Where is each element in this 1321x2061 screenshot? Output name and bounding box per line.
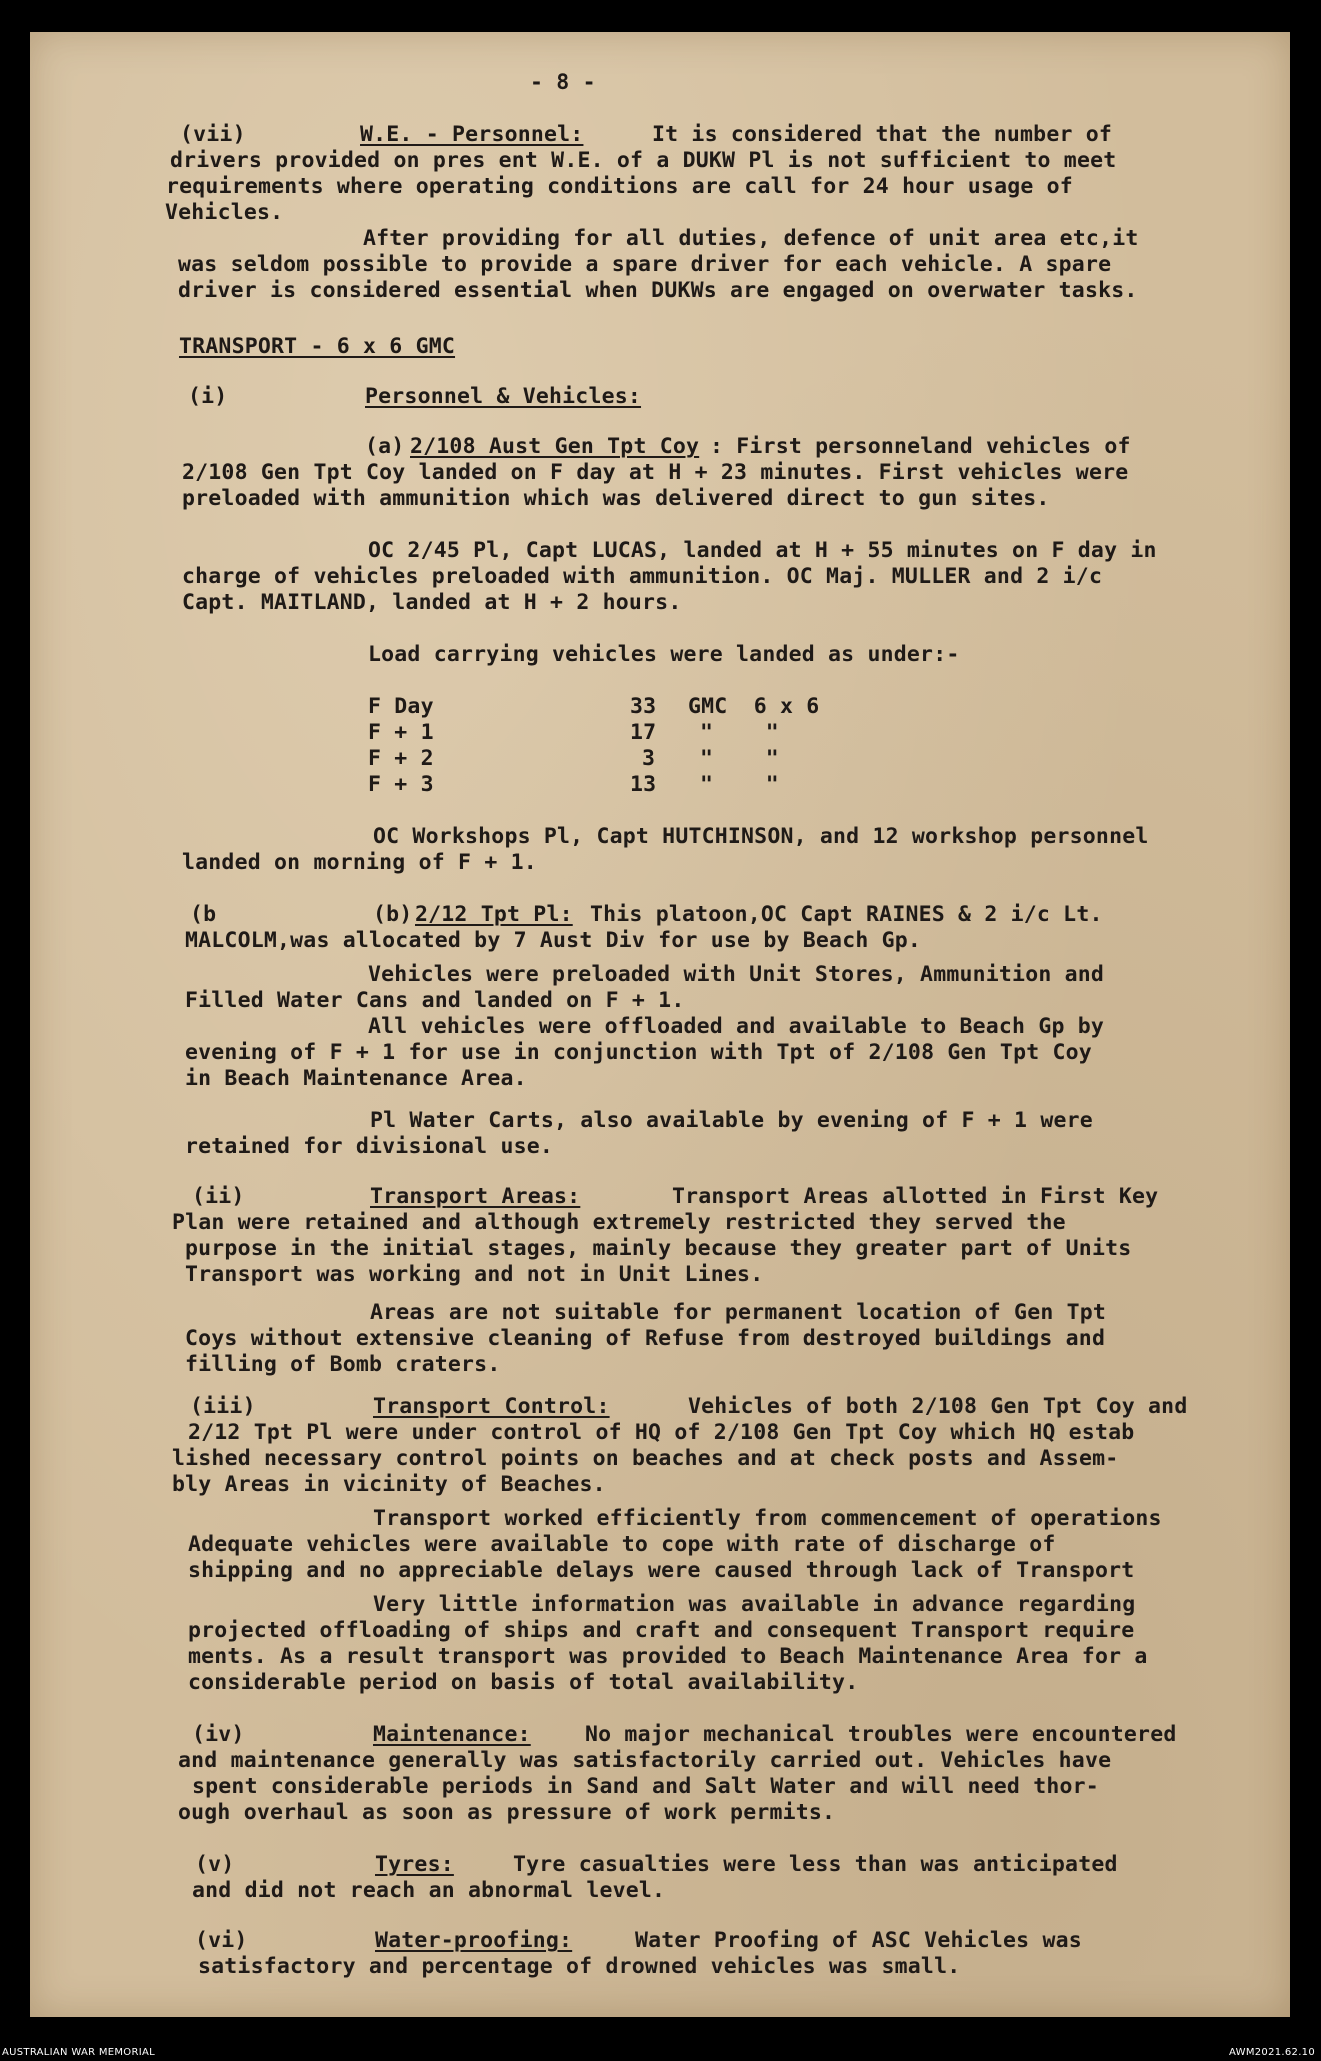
text-line: Pl Water Carts, also available by evening of F + 1 were <box>370 1108 1093 1133</box>
text-line: Water Proofing of ASC Vehicles was <box>635 1928 1082 1953</box>
text-line: Transport Areas allotted in First Key <box>672 1184 1159 1209</box>
text-line: Areas are not suitable for permanent location of Gen Tpt <box>370 1300 1107 1325</box>
text-line: Adequate vehicles were available to cope with rate of discharge of <box>188 1532 1056 1557</box>
text-line: OC Workshops Pl, Capt HUTCHINSON, and 12 workshop personnel <box>373 824 1149 849</box>
section-heading: W.E. - Personnel: <box>360 122 584 147</box>
text-line: Very little information was available in advance regarding <box>373 1592 1136 1617</box>
load-count: 33 <box>630 694 657 719</box>
text-line: After providing for all duties, defence of unit area etc,it <box>363 226 1139 251</box>
text-line: satisfactory and percentage of drowned vehicles was small. <box>198 1954 961 1979</box>
load-day: F + 3 <box>368 772 434 797</box>
load-type: " " <box>700 720 779 745</box>
text-line: considerable period on basis of total availability. <box>188 1670 859 1695</box>
text-line: in Beach Maintenance Area. <box>185 1066 527 1091</box>
text-line: Plan were retained and although extremely restricted they served the <box>172 1210 1066 1235</box>
unit-name: 2/108 Aust Gen Tpt Coy <box>410 434 700 459</box>
text-line: 2/12 Tpt Pl were under control of HQ of 2/108 Gen Tpt Coy which HQ estab <box>188 1420 1135 1445</box>
load-day: F Day <box>368 694 434 719</box>
text-line: MALCOLM,was allocated by 7 Aust Div for use by Beach Gp. <box>185 928 922 953</box>
text-line: Vehicles of both 2/108 Gen Tpt Coy and <box>688 1394 1188 1419</box>
text-line: bly Areas in vicinity of Beaches. <box>172 1472 606 1497</box>
text-line: landed on morning of F + 1. <box>182 850 537 875</box>
load-count: 17 <box>630 720 657 745</box>
section-heading: Maintenance: <box>373 1722 531 1747</box>
text-line: ough overhaul as soon as pressure of work permits. <box>178 1800 836 1825</box>
typed-text <box>30 32 1290 2017</box>
main-heading: TRANSPORT - 6 x 6 GMC <box>179 334 456 359</box>
text-line: evening of F + 1 for use in conjunction with Tpt of 2/108 Gen Tpt Coy <box>185 1040 1092 1065</box>
load-type: GMC 6 x 6 <box>688 694 820 719</box>
text-line: Capt. MAITLAND, landed at H + 2 hours. <box>182 590 682 615</box>
text-line: filling of Bomb craters. <box>185 1352 501 1377</box>
section-number: (iv) <box>192 1722 245 1747</box>
page-number: - 8 - <box>530 70 596 95</box>
text-line: It is considered that the number of <box>652 122 1113 147</box>
unit-name: 2/12 Tpt Pl: <box>415 902 573 927</box>
subsection-label: (a) <box>365 434 405 459</box>
margin-label: (b <box>190 902 217 927</box>
text-line: Vehicles. <box>165 200 284 225</box>
section-heading: Tyres: <box>375 1852 454 1877</box>
subsection-label: (b) <box>373 902 413 927</box>
text-line: Load carrying vehicles were landed as under:- <box>368 642 960 667</box>
load-day: F + 1 <box>368 720 434 745</box>
text-line: OC 2/45 Pl, Capt LUCAS, landed at H + 55 minutes on F day in <box>368 538 1157 563</box>
archive-credit: AUSTRALIAN WAR MEMORIAL <box>2 2047 155 2058</box>
text-line: and did not reach an abnormal level. <box>192 1878 666 1903</box>
text-line: Vehicles were preloaded with Unit Stores, Ammunition and <box>368 962 1105 987</box>
text-line: retained for divisional use. <box>185 1134 554 1159</box>
load-count: 13 <box>630 772 657 797</box>
section-heading: Transport Control: <box>373 1394 610 1419</box>
text-line: Coys without extensive cleaning of Refuse from destroyed buildings and <box>185 1326 1106 1351</box>
text-line: spent considerable periods in Sand and Salt Water and will need thor- <box>192 1774 1099 1799</box>
text-line: Tyre casualties were less than was anticipated <box>513 1852 1118 1877</box>
section-number: (i) <box>188 384 228 409</box>
text-line: purpose in the initial stages, mainly because they greater part of Units <box>185 1236 1132 1261</box>
section-heading: Personnel & Vehicles: <box>365 384 642 409</box>
load-type: " " <box>700 772 779 797</box>
text-line: lished necessary control points on beaches and at check posts and Assem- <box>172 1446 1119 1471</box>
text-line: : First personneland vehicles of <box>710 434 1131 459</box>
text-line: Filled Water Cans and landed on F + 1. <box>185 988 685 1013</box>
text-line: was seldom possible to provide a spare driver for each vehicle. A spare <box>178 252 1112 277</box>
text-line: and maintenance generally was satisfactorily carried out. Vehicles have <box>178 1748 1112 1773</box>
document-page <box>30 32 1290 2017</box>
section-number: (vi) <box>195 1928 248 1953</box>
text-line: shipping and no appreciable delays were caused through lack of Transport <box>188 1558 1135 1583</box>
section-heading: Transport Areas: <box>370 1184 581 1209</box>
section-number: (vii) <box>180 122 246 147</box>
section-number: (iii) <box>190 1394 256 1419</box>
text-line: Transport was working and not in Unit Lines. <box>185 1262 764 1287</box>
text-line: projected offloading of ships and craft and consequent Transport require <box>188 1618 1135 1643</box>
load-type: " " <box>700 746 779 771</box>
archive-reference: AWM2021.62.10 <box>1229 2047 1315 2058</box>
text-line: ments. As a result transport was provided to Beach Maintenance Area for a <box>188 1644 1148 1669</box>
text-line: 2/108 Gen Tpt Coy landed on F day at H + 23 minutes. First vehicles were <box>182 460 1129 485</box>
section-number: (ii) <box>192 1184 245 1209</box>
text-line: All vehicles were offloaded and available to Beach Gp by <box>368 1014 1105 1039</box>
text-line: driver is considered essential when DUKWs are engaged on overwater tasks. <box>178 278 1138 303</box>
section-number: (v) <box>195 1852 235 1877</box>
text-line: No major mechanical troubles were encountered <box>585 1722 1177 1747</box>
text-line: charge of vehicles preloaded with ammunition. OC Maj. MULLER and 2 i/c <box>182 564 1103 589</box>
text-line: requirements where operating conditions are call for 24 hour usage of <box>166 174 1073 199</box>
text-line: Transport worked efficiently from commencement of operations <box>373 1506 1162 1531</box>
text-line: drivers provided on pres ent W.E. of a DUKW Pl is not sufficient to meet <box>170 148 1117 173</box>
load-day: F + 2 <box>368 746 434 771</box>
text-line: This platoon,OC Capt RAINES & 2 i/c Lt. <box>590 902 1103 927</box>
text-line: preloaded with ammunition which was delivered direct to gun sites. <box>182 486 1050 511</box>
section-heading: Water-proofing: <box>375 1928 573 1953</box>
load-count: 3 <box>642 746 656 771</box>
